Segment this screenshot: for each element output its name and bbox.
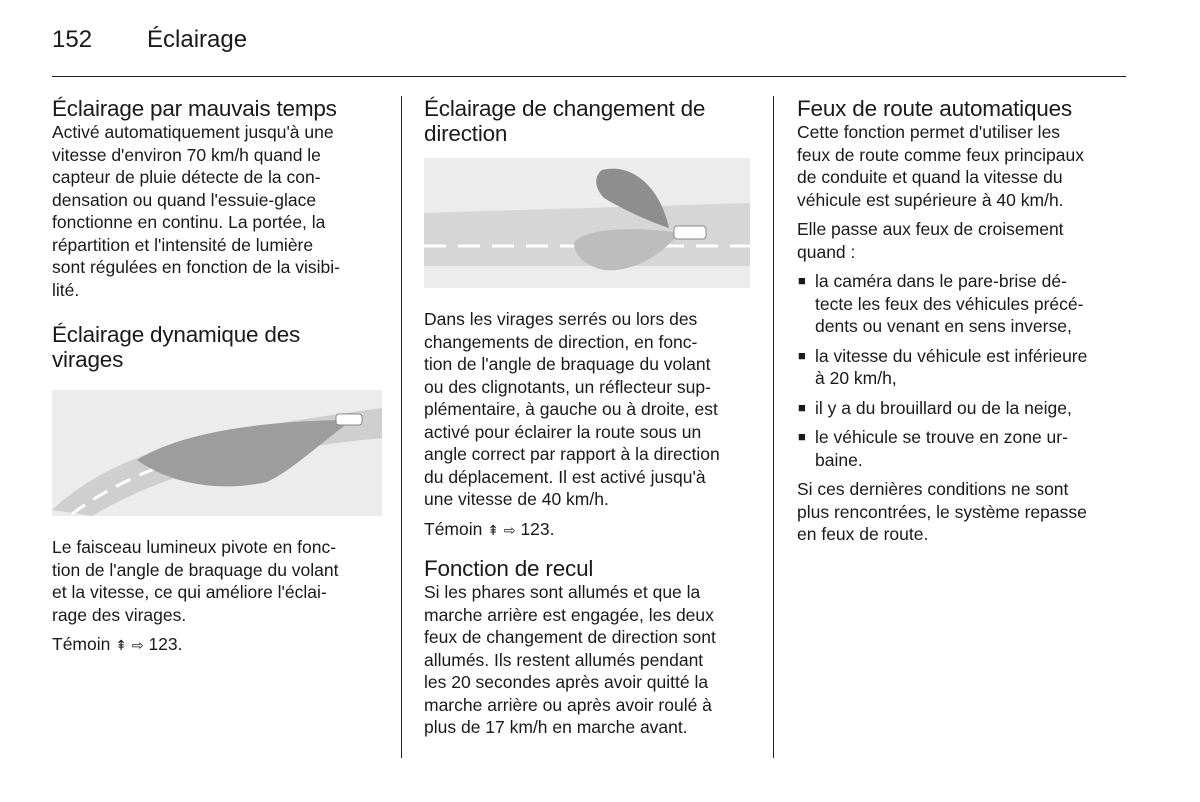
- text-line: marche arrière est engagée, les deux: [424, 604, 714, 625]
- headlamp-indicator-icon: ⇞: [115, 637, 127, 653]
- text-line: capteur de pluie détecte de la con-: [52, 167, 321, 187]
- text-line: densation ou quand l'essuie-glace: [52, 189, 317, 210]
- header-rule: [52, 76, 1126, 77]
- condition-list: [797, 270, 1129, 471]
- text-line: à 20 km/h,: [815, 368, 897, 388]
- text-line: marche arrière ou après avoir roulé à: [424, 694, 712, 715]
- text-line: Elle passe aux feux de croisement: [797, 219, 1064, 239]
- text-line: feux de route comme feux principaux: [797, 144, 1084, 165]
- page-ref-arrow-icon: ⇨: [503, 521, 516, 538]
- column-divider-2: [773, 96, 774, 758]
- reference-prefix: Témoin: [424, 518, 483, 539]
- text-line: de conduite et quand la vitesse du: [797, 167, 1063, 187]
- resume-text: [797, 478, 1129, 546]
- cornering-lighting-illustration: [424, 158, 750, 288]
- text-line: tecte les feux des véhicules précé-: [815, 293, 1084, 314]
- text-line: vitesse d'environ 70 km/h quand le: [52, 144, 321, 165]
- text-line: plémentaire, à gauche ou à droite, est: [424, 399, 718, 419]
- text-line: Si ces dernières conditions ne sont: [797, 479, 1069, 499]
- list-item: [797, 345, 1129, 390]
- curve-lighting-illustration: [52, 390, 382, 516]
- text-line: tion de l'angle de braquage du volant: [52, 559, 339, 580]
- chapter-title: Éclairage: [147, 26, 248, 53]
- list-item: [797, 397, 1129, 420]
- text-line: il y a du brouillard ou de la neige,: [815, 397, 1072, 418]
- page-ref-arrow-icon: ⇨: [131, 637, 144, 653]
- reference-page[interactable]: 123.: [520, 518, 555, 539]
- text-line: angle correct par rapport à la direction: [424, 444, 720, 464]
- headlamp-indicator-icon: ⇞: [487, 521, 499, 538]
- text-line: le véhicule se trouve en zone ur-: [815, 427, 1068, 447]
- text-line: Dans les virages serrés ou lors des: [424, 309, 698, 329]
- section-title-cornering: [424, 96, 756, 146]
- text-line: Si les phares sont allumés et que la: [424, 582, 701, 602]
- text-line: quand :: [797, 241, 856, 262]
- auto-high-beam-intro: [797, 121, 1129, 211]
- text-line: plus rencontrées, le système repasse: [797, 501, 1087, 522]
- text-line: allumés. Ils restent allumés pendant: [424, 649, 704, 670]
- text-line: plus de 17 km/h en marche avant.: [424, 717, 688, 737]
- list-item: [797, 270, 1129, 338]
- text-line: les 20 secondes après avoir quitté la: [424, 672, 709, 692]
- reference-line: [52, 633, 382, 657]
- section-title-reverse: Fonction de recul: [424, 556, 594, 581]
- reference-page[interactable]: 123.: [148, 634, 183, 654]
- text-line: Cette fonction permet d'utiliser les: [797, 122, 1061, 142]
- bullet-icon: ■: [798, 429, 806, 444]
- text-line: rage des virages.: [52, 604, 187, 625]
- section-title-auto-high-beam: Feux de route automatiques: [797, 96, 1072, 121]
- text-line: Activé automatiquement jusqu'à une: [52, 122, 334, 142]
- text-line: lité.: [52, 279, 80, 300]
- text-line: Le faisceau lumineux pivote en fonc-: [52, 537, 337, 557]
- bad-weather-text: [52, 121, 382, 301]
- page-number: 152: [52, 26, 93, 53]
- text-line: en feux de route.: [797, 524, 929, 544]
- text-line: une vitesse de 40 km/h.: [424, 489, 609, 509]
- text-line: la vitesse du véhicule est inférieure: [815, 345, 1088, 366]
- switch-condition-intro: [797, 218, 1129, 263]
- list-item: [797, 426, 1129, 471]
- text-line: fonctionne en continu. La portée, la: [52, 212, 326, 232]
- text-line: feux de changement de direction sont: [424, 627, 716, 647]
- cornering-text: [424, 308, 756, 511]
- title-line: Éclairage dynamique des: [52, 322, 301, 347]
- column-3: [797, 96, 1129, 553]
- title-line: virages: [52, 347, 124, 372]
- text-line: baine.: [815, 449, 863, 470]
- title-line: Éclairage de changement de: [424, 96, 706, 121]
- reference-prefix: Témoin: [52, 634, 111, 654]
- section-title-bad-weather: Éclairage par mauvais temps: [52, 96, 337, 121]
- text-line: tion de l'angle de braquage du volant: [424, 354, 711, 374]
- column-2: [424, 96, 756, 746]
- text-line: répartition et l'intensité de lumière: [52, 234, 314, 255]
- text-line: la caméra dans le pare-brise dé-: [815, 271, 1067, 291]
- reverse-text: [424, 581, 756, 739]
- reference-line: [424, 518, 756, 542]
- text-line: ou des clignotants, un réflecteur sup-: [424, 376, 711, 397]
- dynamic-curve-text: [52, 536, 382, 626]
- bullet-icon: ■: [798, 273, 806, 288]
- column-1: [52, 96, 382, 664]
- section-title-dynamic-curve: [52, 322, 382, 372]
- text-line: sont régulées en fonction de la visibi-: [52, 257, 340, 277]
- bullet-icon: ■: [798, 347, 806, 363]
- text-line: véhicule est supérieure à 40 km/h.: [797, 189, 1064, 210]
- text-line: et la vitesse, ce qui améliore l'éclai-: [52, 582, 327, 602]
- text-line: du déplacement. Il est activé jusqu'à: [424, 466, 706, 487]
- text-line: changements de direction, en fonc-: [424, 331, 698, 352]
- text-line: activé pour éclairer la route sous un: [424, 421, 702, 442]
- text-line: dents ou venant en sens inverse,: [815, 316, 1072, 336]
- title-line: direction: [424, 121, 508, 146]
- page-header: [52, 26, 1126, 60]
- column-divider-1: [401, 96, 402, 758]
- bullet-icon: ■: [798, 399, 806, 415]
